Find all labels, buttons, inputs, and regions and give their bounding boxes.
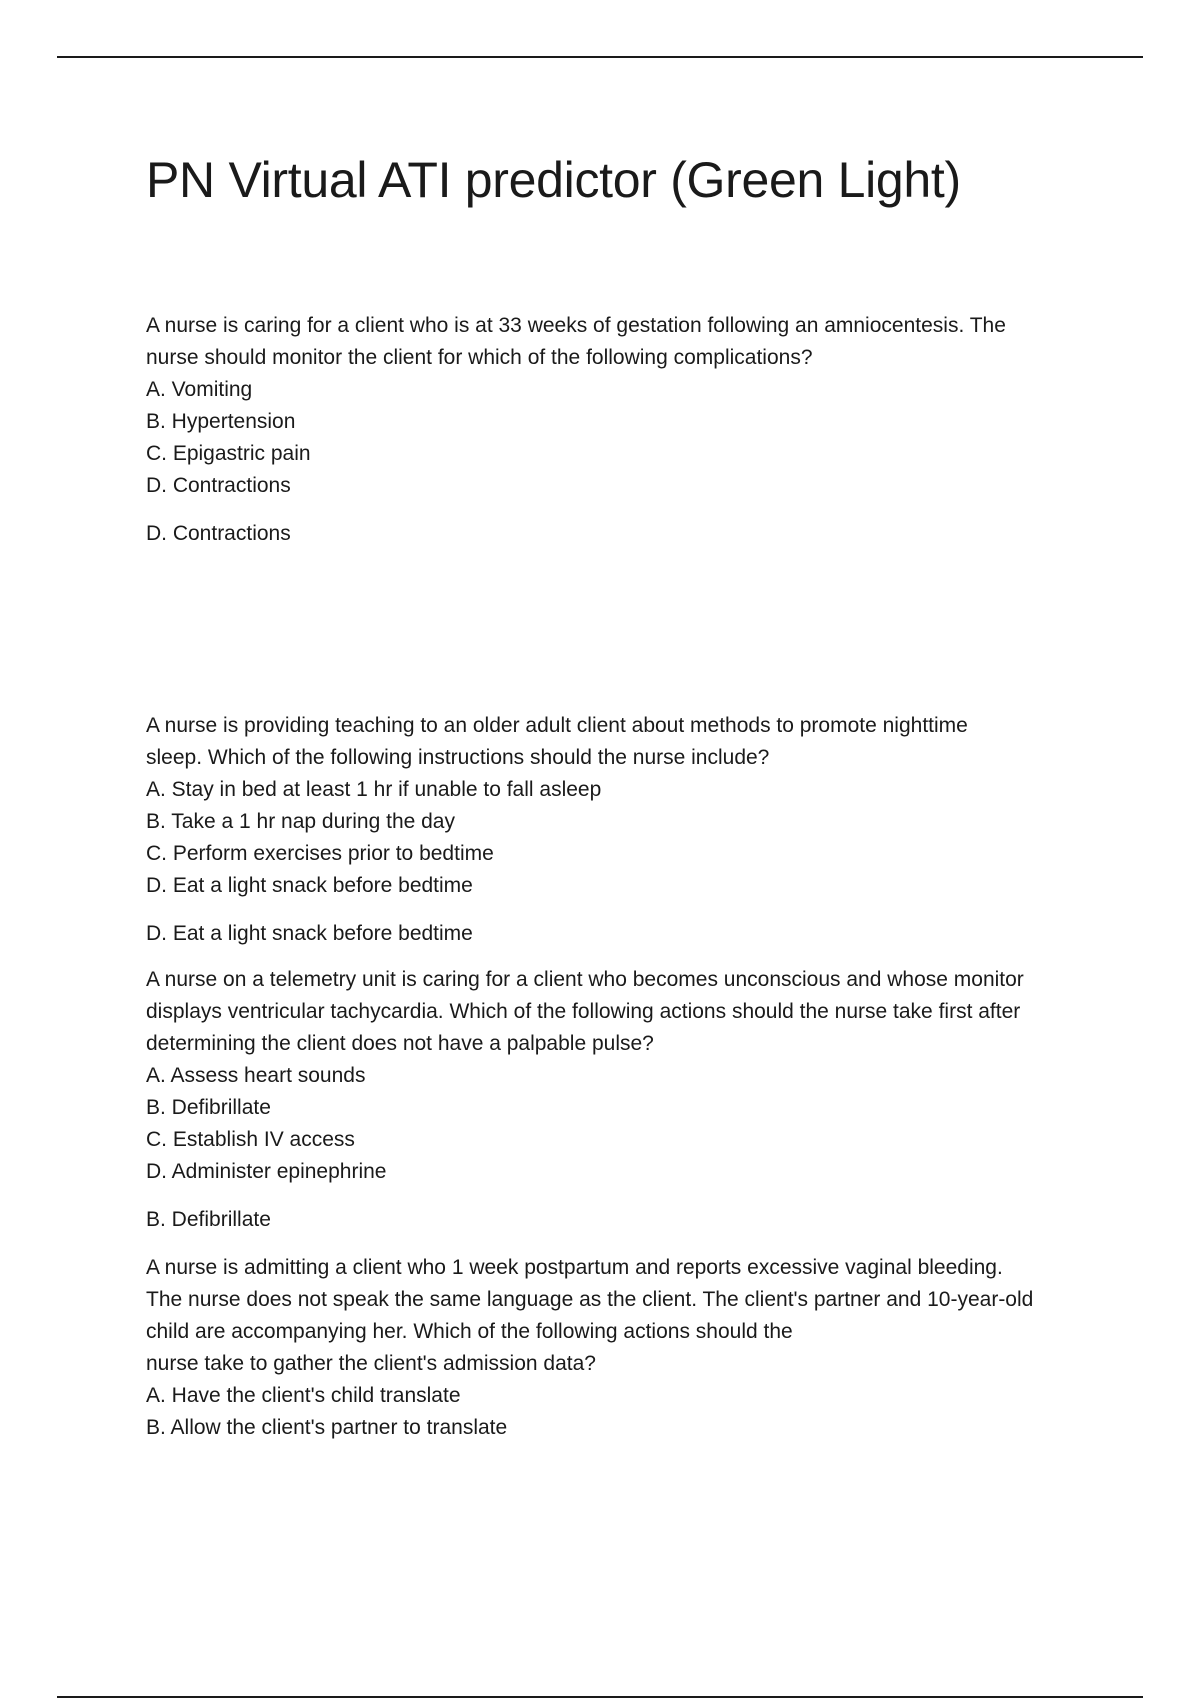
question-3 (146, 964, 1086, 1236)
question-text-line: nurse take to gather the client's admission data? (146, 1352, 596, 1375)
answer-options (146, 1380, 1086, 1444)
question-text-line: A nurse is admitting a client who 1 week postpartum and reports excessive vaginal bleeding. (146, 1256, 1003, 1279)
top-rule (57, 56, 1143, 58)
option-a: A. Vomiting (146, 378, 253, 401)
option-b: B. Allow the client's partner to translate (146, 1416, 508, 1439)
option-a: A. Stay in bed at least 1 hr if unable to fall asleep (146, 778, 602, 801)
question-2 (146, 710, 1086, 950)
option-b: B. Defibrillate (146, 1096, 271, 1119)
bottom-rule (57, 1696, 1143, 1698)
question-text-line: displays ventricular tachycardia. Which of the following actions should the nurse take first after (146, 1000, 1021, 1023)
question-text (146, 710, 1086, 774)
question-text-line: A nurse is caring for a client who is at 33 weeks of gestation following an amniocentesis. The (146, 314, 1006, 337)
correct-answer: D. Contractions (146, 522, 291, 545)
option-d: D. Contractions (146, 474, 291, 497)
correct-answer: B. Defibrillate (146, 1208, 271, 1231)
option-b: B. Take a 1 hr nap during the day (146, 810, 455, 833)
option-c: C. Establish IV access (146, 1128, 355, 1151)
question-4 (146, 1252, 1086, 1444)
question-text-line: nurse should monitor the client for which of the following complications? (146, 346, 813, 369)
option-a: A. Have the client's child translate (146, 1384, 461, 1407)
question-1 (146, 310, 1086, 550)
question-text-line: determining the client does not have a palpable pulse? (146, 1032, 654, 1055)
question-text-line: child are accompanying her. Which of the following actions should the (146, 1320, 793, 1343)
correct-answer: D. Eat a light snack before bedtime (146, 922, 473, 945)
question-text-line: The nurse does not speak the same language as the client. The client's partner and 10-year-old (146, 1288, 1034, 1311)
option-d: D. Eat a light snack before bedtime (146, 874, 473, 897)
answer-options (146, 1060, 1086, 1188)
document-title: PN Virtual ATI predictor (Green Light) (146, 152, 961, 208)
question-text-line: A nurse on a telemetry unit is caring for a client who becomes unconscious and whose monitor (146, 968, 1024, 991)
answer-options (146, 774, 1086, 902)
question-text (146, 1252, 1086, 1380)
answer-options (146, 374, 1086, 502)
option-c: C. Epigastric pain (146, 442, 311, 465)
question-text-line: sleep. Which of the following instructions should the nurse include? (146, 746, 770, 769)
question-text-line: A nurse is providing teaching to an older adult client about methods to promote nighttime (146, 714, 968, 737)
question-text (146, 964, 1086, 1060)
option-b: B. Hypertension (146, 410, 296, 433)
option-d: D. Administer epinephrine (146, 1160, 387, 1183)
question-text (146, 310, 1086, 374)
option-c: C. Perform exercises prior to bedtime (146, 842, 494, 865)
option-a: A. Assess heart sounds (146, 1064, 366, 1087)
